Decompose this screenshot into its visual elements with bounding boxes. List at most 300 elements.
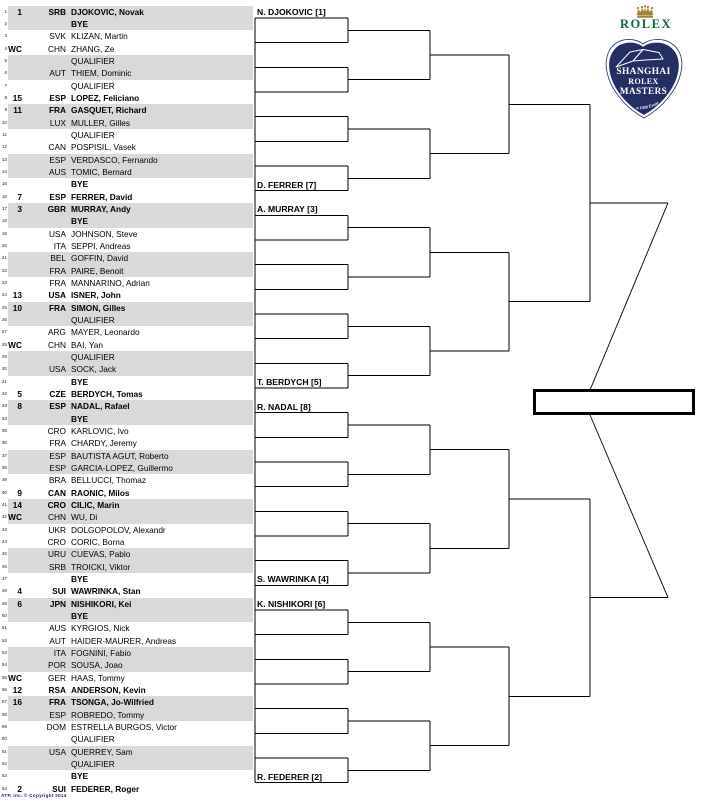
player-row (0, 462, 253, 474)
seed-or-entry: 7 (17, 191, 22, 202)
seed-or-entry (7, 413, 22, 425)
row-number: 35 (1, 427, 7, 433)
seed-or-entry: 16 (12, 697, 22, 708)
player-name: MULLER, Gilles (71, 117, 131, 128)
seed-or-entry (7, 314, 22, 326)
player-name: TOMIC, Bernard (71, 166, 132, 177)
player-row (0, 400, 253, 412)
country-code (36, 770, 66, 782)
player-row (0, 351, 253, 363)
row-number: 21 (1, 255, 7, 261)
country-code: CZE (49, 388, 66, 399)
country-code (36, 18, 66, 30)
player-row (0, 30, 253, 42)
row-number: 62 (1, 760, 7, 766)
player-name: ANDERSON, Kevin (71, 684, 146, 695)
row-number: 50 (1, 612, 7, 618)
row-number: 52 (1, 637, 7, 643)
player-row (0, 585, 253, 597)
seed-or-entry (7, 55, 22, 67)
country-code: USA (48, 290, 66, 301)
country-code: ESP (49, 154, 66, 165)
seed-or-entry (7, 154, 22, 166)
player-row (0, 437, 253, 449)
country-code: SVK (49, 31, 66, 42)
player-name: LOPEZ, Feliciano (71, 92, 140, 103)
player-name: ESTRELLA BURGOS, Victor (71, 721, 177, 732)
player-row (0, 450, 253, 462)
shield-line-shanghai: SHANGHAI (616, 67, 671, 77)
row-number: 18 (1, 218, 7, 224)
country-code: CHN (48, 339, 66, 350)
player-row (0, 265, 253, 277)
row-number: 40 (1, 489, 7, 495)
player-row (0, 92, 253, 104)
seed-or-entry (7, 376, 22, 388)
seed-or-entry (7, 228, 22, 240)
seed-or-entry (7, 425, 22, 437)
player-name: QUALIFIER (71, 758, 115, 769)
player-name: VERDASCO, Fernando (71, 154, 158, 165)
seed-or-entry: 2 (17, 783, 22, 794)
player-name: BELLUCCI, Thomaz (71, 475, 147, 486)
row-number: 44 (1, 538, 7, 544)
seed-or-entry: 8 (17, 401, 22, 412)
row-number: 2 (4, 21, 7, 26)
seed-or-entry (7, 721, 22, 733)
seed-or-entry (7, 474, 22, 486)
seed-or-entry (7, 647, 22, 659)
player-name: FERRER, David (71, 191, 133, 202)
row-number: 19 (1, 230, 7, 236)
player-name: HAAS, Tommy (71, 672, 125, 683)
player-name: BYE (71, 19, 89, 29)
seed-or-entry (7, 635, 22, 647)
row-number: 49 (1, 600, 7, 606)
row-number: 42 (1, 514, 7, 520)
row-number: 56 (1, 686, 7, 692)
seed-or-entry (7, 117, 22, 129)
seed-or-entry: WC (8, 672, 22, 683)
country-code: POR (48, 660, 66, 671)
row-number: 17 (1, 205, 7, 211)
player-row (0, 104, 253, 116)
seed-or-entry (7, 524, 22, 536)
player-name: MANNARINO, Adrian (71, 277, 150, 288)
seed-or-entry (7, 536, 22, 548)
seed-or-entry: 9 (17, 487, 22, 498)
player-row (0, 413, 253, 425)
player-row (0, 733, 253, 745)
player-name: NISHIKORI, Kei (71, 598, 132, 609)
country-code: AUS (48, 166, 66, 177)
player-name: BYE (71, 376, 89, 387)
country-code: JPN (49, 598, 66, 609)
row-number: 30 (1, 366, 7, 372)
player-row (0, 154, 253, 166)
player-row (0, 376, 253, 388)
player-row (0, 425, 253, 437)
row-number: 7 (4, 82, 7, 88)
player-row (0, 277, 253, 289)
row-number: 33 (1, 403, 7, 409)
seed-or-entry (7, 166, 22, 178)
country-code: GER (48, 672, 66, 683)
row-number: 43 (1, 526, 7, 532)
player-row (0, 622, 253, 634)
row-number: 4 (4, 45, 7, 51)
shield-tagline: a 1000 Event (636, 100, 660, 111)
player-row (0, 6, 253, 18)
seed-or-entry: 3 (17, 203, 22, 214)
seed-or-entry (7, 758, 22, 770)
player-name: DJOKOVIC, Novak (71, 6, 144, 17)
country-code: DOM (46, 721, 66, 732)
player-name: KYRGIOS, Nick (71, 623, 130, 634)
country-code (36, 573, 66, 585)
country-code (36, 129, 66, 141)
player-name: GARCIA-LOPEZ, Guillermo (71, 462, 173, 473)
row-number: 22 (1, 267, 7, 273)
country-code (36, 413, 66, 425)
row-number: 29 (1, 353, 7, 359)
row-number: 6 (4, 70, 7, 76)
country-code: CHN (48, 512, 66, 523)
player-name: DOLGOPOLOV, Alexandr (71, 524, 166, 535)
country-code (36, 733, 66, 745)
player-name: HAIDER-MAURER, Andreas (71, 635, 177, 646)
row-number: 1 (4, 8, 7, 14)
shanghai-rolex-masters-logo (599, 36, 687, 122)
row-number: 58 (1, 711, 7, 717)
player-name: ZHANG, Ze (71, 43, 115, 54)
player-row (0, 536, 253, 548)
seed-or-entry (7, 573, 22, 585)
player-row (0, 363, 253, 375)
player-name: BERDYCH, Tomas (71, 388, 143, 399)
country-code: CRO (47, 536, 66, 547)
country-code: FRA (48, 105, 66, 116)
seed-or-entry: 1 (17, 6, 22, 17)
seed-or-entry (7, 178, 22, 190)
seed-or-entry: 10 (12, 302, 22, 313)
row-number: 3 (4, 33, 7, 39)
shield-line-rolex: ROLEX (628, 77, 659, 86)
seed-or-entry: 4 (17, 586, 22, 597)
country-code (36, 376, 66, 388)
shield-line-masters: MASTERS (619, 86, 668, 96)
row-number: 38 (1, 464, 7, 470)
row-number: 31 (1, 378, 7, 384)
country-code: FRA (49, 277, 66, 288)
player-row (0, 524, 253, 536)
country-code: AUS (48, 623, 66, 634)
player-name: WAWRINKA, Stan (71, 586, 141, 597)
player-name: THIEM, Dominic (71, 68, 132, 79)
country-code: ESP (49, 191, 66, 202)
row-number: 14 (1, 168, 7, 174)
country-code: CHN (48, 43, 66, 54)
row-number: 37 (1, 452, 7, 458)
seed-or-entry: WC (8, 43, 22, 54)
seed-or-entry (7, 18, 22, 30)
player-row (0, 635, 253, 647)
country-code: GBR (47, 203, 66, 214)
player-name: BYE (71, 610, 89, 621)
player-name: CORIC, Borna (71, 536, 125, 547)
seed-or-entry: 11 (13, 105, 22, 116)
player-name: WU, Di (71, 512, 98, 523)
player-row (0, 770, 253, 782)
player-row (0, 203, 253, 215)
seed-or-entry: 14 (12, 499, 22, 510)
seed-or-entry (7, 240, 22, 252)
player-name: SOCK, Jack (71, 364, 117, 375)
player-row (0, 67, 253, 79)
player-row (0, 55, 253, 67)
country-code: ARG (48, 327, 66, 338)
country-code (36, 215, 66, 227)
seed-or-entry (7, 326, 22, 338)
r32-advancer-label: D. FERRER [7] (257, 179, 317, 190)
player-row (0, 240, 253, 252)
row-number: 28 (1, 341, 7, 347)
row-number: 11 (2, 131, 7, 137)
player-row (0, 117, 253, 129)
seed-or-entry: 5 (17, 388, 22, 399)
seed-or-entry (7, 363, 22, 375)
row-number: 15 (1, 181, 7, 187)
row-number: 32 (1, 390, 7, 396)
row-number: 61 (1, 748, 7, 754)
country-code: CRO (47, 499, 66, 510)
player-row (0, 191, 253, 203)
row-number: 27 (1, 329, 7, 335)
country-code: ITA (53, 240, 66, 251)
row-number: 20 (1, 242, 7, 248)
country-code: BRA (48, 475, 66, 486)
row-number: 45 (1, 551, 7, 557)
seed-or-entry (7, 622, 22, 634)
r32-advancer-label: S. WAWRINKA [4] (257, 574, 329, 585)
player-row (0, 696, 253, 708)
country-code: ESP (49, 450, 66, 461)
seed-or-entry: 12 (12, 684, 22, 695)
player-row (0, 314, 253, 326)
player-name: POSPISIL, Vasek (71, 142, 136, 153)
player-row (0, 80, 253, 92)
seed-or-entry (7, 770, 22, 782)
player-name: CILIC, Marin (71, 499, 120, 510)
country-code: ESP (49, 709, 66, 720)
row-number: 13 (1, 156, 7, 162)
player-name: PAIRE, Benoit (71, 265, 124, 276)
player-name: RAONIC, Milos (71, 487, 130, 498)
seed-or-entry (7, 30, 22, 42)
player-name: KLIZAN, Martin (71, 31, 128, 42)
player-row (0, 672, 253, 684)
country-code: FRA (49, 438, 66, 449)
seed-or-entry (7, 67, 22, 79)
seed-or-entry (7, 351, 22, 363)
seed-or-entry (7, 215, 22, 227)
country-code: ESP (49, 92, 66, 103)
country-code: SUI (52, 783, 66, 794)
player-row (0, 302, 253, 314)
player-row (0, 684, 253, 696)
row-number: 39 (1, 477, 7, 483)
row-number: 41 (1, 501, 7, 507)
row-number: 47 (1, 575, 7, 581)
player-name: JOHNSON, Steve (71, 228, 138, 239)
country-code: FRA (48, 697, 66, 708)
country-code: BEL (50, 253, 66, 264)
player-row (0, 598, 253, 610)
player-row (0, 18, 253, 30)
country-code: UKR (48, 524, 66, 535)
country-code: SRB (48, 561, 66, 572)
country-code: FRA (48, 302, 66, 313)
player-name: QUALIFIER (71, 129, 115, 140)
seed-or-entry (7, 437, 22, 449)
player-row (0, 561, 253, 573)
country-code: AUT (49, 68, 66, 79)
row-number: 57 (1, 699, 7, 705)
r32-advancer-label: R. NADAL [8] (257, 401, 311, 412)
row-number: 51 (1, 625, 7, 631)
player-row (0, 709, 253, 721)
row-number: 34 (1, 415, 7, 421)
player-row (0, 43, 253, 55)
player-row (0, 721, 253, 733)
country-code: AUT (49, 635, 66, 646)
player-name: BYE (71, 573, 89, 584)
player-name: SIMON, Gilles (71, 302, 126, 313)
row-number: 64 (1, 785, 7, 791)
player-row (0, 166, 253, 178)
seed-or-entry (7, 733, 22, 745)
row-number: 48 (1, 588, 7, 594)
player-row (0, 178, 253, 190)
player-name: MAYER, Leonardo (71, 327, 140, 338)
player-name: NADAL, Rafael (71, 401, 130, 412)
player-row (0, 746, 253, 758)
player-name: KARLOVIC, Ivo (71, 425, 129, 436)
player-row (0, 252, 253, 264)
country-code (36, 758, 66, 770)
player-name: QUALIFIER (71, 55, 115, 66)
row-number: 26 (1, 316, 7, 322)
player-name: GOFFIN, David (71, 253, 129, 264)
country-code (36, 351, 66, 363)
champion-box (533, 389, 695, 415)
player-name: TSONGA, Jo-Wilfried (71, 697, 154, 708)
player-name: BYE (71, 413, 89, 424)
row-number: 54 (1, 662, 7, 668)
player-name: SEPPI, Andreas (71, 240, 131, 251)
player-name: GASQUET, Richard (71, 105, 147, 116)
player-row (0, 215, 253, 227)
player-row (0, 141, 253, 153)
player-name: MURRAY, Andy (71, 203, 131, 214)
player-row (0, 758, 253, 770)
player-name: BAI, Yan (71, 339, 103, 350)
player-name: QUALIFIER (71, 351, 115, 362)
country-code: FRA (49, 265, 66, 276)
row-number: 9 (4, 107, 7, 113)
row-number: 8 (4, 94, 7, 100)
row-number: 5 (4, 57, 7, 63)
player-row (0, 474, 253, 486)
row-number: 53 (1, 649, 7, 655)
country-code: LUX (49, 117, 66, 128)
player-name: CHARDY, Jeremy (71, 438, 137, 449)
row-number: 59 (1, 723, 7, 729)
player-row (0, 647, 253, 659)
seed-or-entry (7, 277, 22, 289)
country-code: USA (48, 364, 66, 375)
player-name: QUALIFIER (71, 80, 115, 91)
row-number: 16 (1, 193, 7, 199)
player-name: FOGNINI, Fabio (71, 647, 131, 658)
player-name: BAUTISTA AGUT, Roberto (71, 450, 169, 461)
seed-or-entry (7, 129, 22, 141)
copyright-note: ATP, Inc. © Copyright 2014 (1, 794, 67, 799)
row-number: 12 (1, 144, 7, 150)
country-code (36, 610, 66, 622)
country-code: SUI (52, 586, 66, 597)
player-row (0, 129, 253, 141)
row-number: 36 (1, 440, 7, 446)
player-row (0, 339, 253, 351)
player-name: CUEVAS, Pablo (71, 549, 131, 560)
country-code: ESP (49, 401, 66, 412)
row-number: 46 (1, 563, 7, 569)
r32-advancer-label: A. MURRAY [3] (257, 204, 318, 215)
player-row (0, 228, 253, 240)
seed-or-entry: WC (8, 512, 22, 523)
country-code: CRO (47, 425, 66, 436)
seed-or-entry (7, 561, 22, 573)
seed-or-entry (7, 462, 22, 474)
r32-advancer-label: R. FEDERER [2] (257, 771, 322, 782)
player-row (0, 511, 253, 523)
player-name: BYE (71, 771, 89, 782)
player-name: BYE (71, 179, 89, 190)
country-code: USA (48, 746, 66, 757)
country-code (36, 314, 66, 326)
player-name: QUALIFIER (71, 734, 115, 745)
player-name: ROBREDO, Tommy (71, 709, 145, 720)
country-code: URU (48, 549, 66, 560)
player-name: ISNER, John (71, 290, 121, 301)
player-row (0, 289, 253, 301)
seed-or-entry: 13 (12, 290, 22, 301)
row-number: 23 (1, 279, 7, 285)
r32-advancer-label: N. DJOKOVIC [1] (257, 7, 326, 17)
row-number: 63 (1, 773, 7, 779)
country-code (36, 80, 66, 92)
player-row (0, 610, 253, 622)
country-code (36, 178, 66, 190)
row-number: 24 (1, 292, 7, 298)
row-number: 60 (1, 736, 7, 742)
player-row (0, 659, 253, 671)
rolex-wordmark: ROLEX (620, 17, 672, 31)
r32-advancer-label: K. NISHIKORI [6] (257, 598, 326, 609)
country-code: RSA (48, 684, 66, 695)
player-row (0, 499, 253, 511)
